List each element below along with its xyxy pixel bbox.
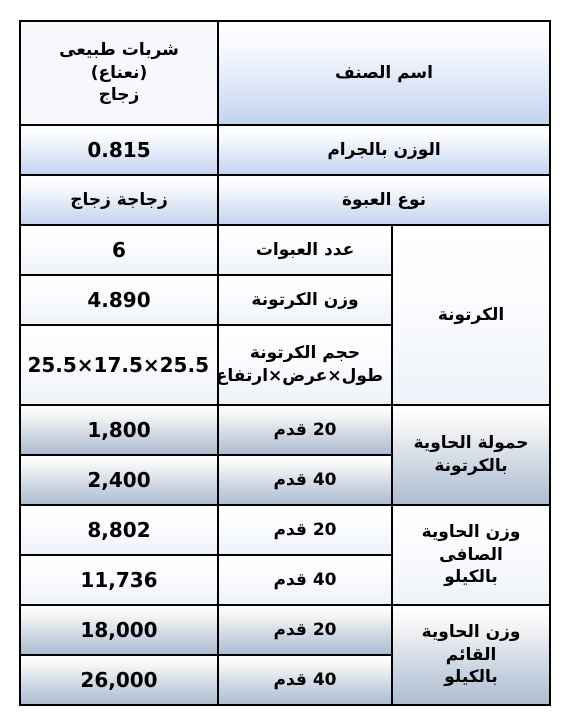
container-net-weight-20ft-label: 20 قدم — [218, 505, 392, 555]
container-net-weight-20ft-value: 8,802 — [20, 505, 218, 555]
table-row — [20, 225, 550, 275]
table-row — [20, 605, 550, 655]
item-name-label: اسم الصنف — [218, 21, 550, 125]
container-capacity-40ft-label: 40 قدم — [218, 455, 392, 505]
weight-grams-label: الوزن بالجرام — [218, 125, 550, 175]
container-capacity-group-label: حمولة الحاوية بالكرتونة — [392, 405, 550, 505]
item-name-value: شربات طبيعى (نعناع) زجاج — [20, 21, 218, 125]
container-gross-weight-40ft-value: 26,000 — [20, 655, 218, 705]
weight-grams-value: 0.815 — [20, 125, 218, 175]
table-row — [20, 505, 550, 555]
carton-group-label: الكرتونة — [392, 225, 550, 405]
container-gross-weight-40ft-label: 40 قدم — [218, 655, 392, 705]
carton-volume-value: 25.5×17.5×25.5 — [20, 325, 218, 405]
carton-weight-label: وزن الكرتونة — [218, 275, 392, 325]
container-capacity-20ft-value: 1,800 — [20, 405, 218, 455]
package-type-label: نوع العبوة — [218, 175, 550, 225]
container-gross-weight-group-label: وزن الحاوية القائم بالكيلو — [392, 605, 550, 705]
container-gross-weight-20ft-value: 18,000 — [20, 605, 218, 655]
table-row — [20, 125, 550, 175]
units-count-label: عدد العبوات — [218, 225, 392, 275]
package-type-value: زجاجة زجاج — [20, 175, 218, 225]
units-count-value: 6 — [20, 225, 218, 275]
carton-volume-label: حجم الكرتونة طول×عرض×ارتفاع — [218, 325, 392, 405]
table-row — [20, 21, 550, 125]
container-capacity-20ft-label: 20 قدم — [218, 405, 392, 455]
container-capacity-40ft-value: 2,400 — [20, 455, 218, 505]
container-net-weight-group-label: وزن الحاوية الصافى بالكيلو — [392, 505, 550, 605]
container-gross-weight-20ft-label: 20 قدم — [218, 605, 392, 655]
table-row — [20, 175, 550, 225]
carton-weight-value: 4.890 — [20, 275, 218, 325]
product-spec-table — [19, 20, 551, 706]
container-net-weight-40ft-label: 40 قدم — [218, 555, 392, 605]
container-net-weight-40ft-value: 11,736 — [20, 555, 218, 605]
table-row — [20, 405, 550, 455]
